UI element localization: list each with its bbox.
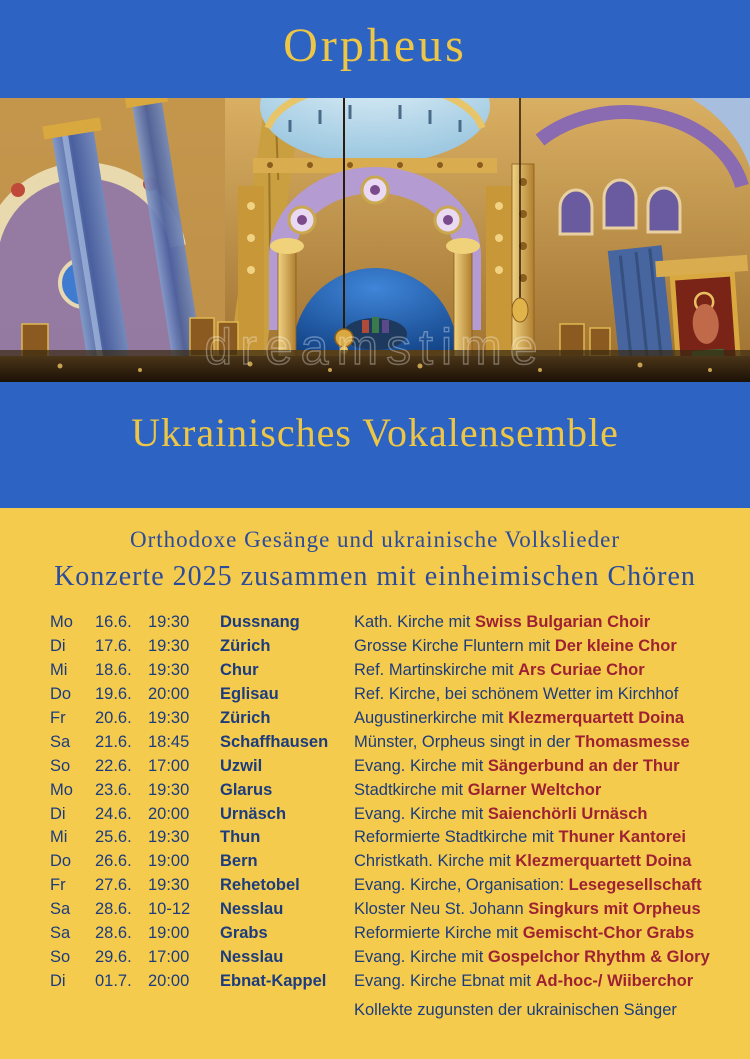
partner-choir-text: Swiss Bulgarian Choir — [475, 613, 651, 631]
concert-day: Di — [50, 804, 66, 823]
venue-text: Evang. Kirche mit — [354, 948, 488, 967]
concert-row — [50, 731, 740, 755]
concert-time: 19:30 — [148, 876, 190, 895]
venue-text: Evang. Kirche mit — [354, 804, 488, 823]
concert-city: Schaffhausen — [220, 732, 329, 751]
concert-description — [354, 803, 740, 827]
concert-city: Zürich — [220, 636, 271, 655]
concert-city: Zürich — [220, 708, 271, 727]
concert-time: 19:30 — [148, 660, 190, 679]
concert-date: 01.7. — [95, 972, 132, 991]
concert-time: 10-12 — [148, 900, 191, 919]
concert-time: 20:00 — [148, 972, 190, 991]
concert-description — [354, 850, 740, 874]
concert-time: 17:00 — [148, 948, 190, 967]
venue-text: Stadtkirche mit — [354, 780, 468, 799]
concert-date: 28.6. — [95, 924, 132, 943]
concert-time: 19:00 — [148, 924, 190, 943]
venue-text: Kath. Kirche mit — [354, 613, 476, 631]
concert-row — [50, 707, 740, 731]
concert-description — [354, 970, 740, 994]
concert-date: 28.6. — [95, 900, 132, 919]
venue-text: Evang. Kirche Ebnat mit — [354, 972, 536, 991]
concert-row — [50, 659, 740, 683]
venue-text: Grosse Kirche Fluntern mit — [354, 636, 555, 655]
concert-city: Glarus — [220, 780, 273, 799]
concert-description — [354, 707, 740, 731]
concert-day: Mo — [50, 780, 73, 799]
concert-time: 19:30 — [148, 613, 190, 631]
concert-city: Uzwil — [220, 756, 263, 775]
ensemble-subtitle: Ukrainisches Vokalensemble — [131, 410, 619, 455]
concert-date: 29.6. — [95, 948, 132, 967]
concert-city: Ebnat-Kappel — [220, 972, 327, 991]
concert-row — [50, 826, 740, 850]
concert-description — [354, 946, 740, 970]
concert-row — [50, 850, 740, 874]
concert-time: 19:30 — [148, 636, 190, 655]
concert-date: 16.6. — [95, 613, 132, 631]
concert-day: Mi — [50, 828, 68, 847]
concert-date: 23.6. — [95, 780, 132, 799]
concert-description — [354, 874, 740, 898]
concert-city: Bern — [220, 852, 258, 871]
concert-time: 20:00 — [148, 804, 190, 823]
concert-row — [50, 683, 740, 707]
concert-date: 22.6. — [95, 756, 132, 775]
concert-day: So — [50, 756, 71, 775]
partner-choir-text: Klezmerquartett Doina — [508, 708, 685, 727]
collection-note: Kollekte zugunsten der ukrainischen Sänger — [354, 1001, 677, 1019]
venue-text: Kloster Neu St. Johann — [354, 900, 529, 919]
concert-row — [50, 779, 740, 803]
partner-choir-text: Ars Curiae Chor — [518, 660, 645, 679]
concert-date: 27.6. — [95, 876, 132, 895]
partner-choir-text: Gemischt-Chor Grabs — [522, 924, 695, 943]
partner-choir-text: Thomasmesse — [575, 732, 690, 751]
concert-day: Fr — [50, 708, 66, 727]
concert-day: Do — [50, 684, 72, 703]
season-heading: Konzerte 2025 zusammen mit einheimischen Chören — [54, 561, 696, 592]
venue-text: Reformierte Kirche mit — [354, 924, 523, 943]
concert-day: Di — [50, 636, 66, 655]
partner-choir-text: Thuner Kantorei — [558, 828, 686, 847]
concert-day: Sa — [50, 900, 71, 919]
concert-row — [50, 635, 740, 659]
concert-city: Nesslau — [220, 900, 284, 919]
concert-time: 18:45 — [148, 732, 190, 751]
concert-row — [50, 898, 740, 922]
concert-day: Di — [50, 972, 66, 991]
venue-text: Reformierte Stadtkirche mit — [354, 828, 559, 847]
concert-date: 17.6. — [95, 636, 132, 655]
concert-time: 19:30 — [148, 708, 190, 727]
church-interior-illustration — [0, 98, 750, 382]
venue-text: Augustinerkirche mit — [354, 708, 509, 727]
venue-text: Evang. Kirche mit — [354, 756, 488, 775]
concert-day: Sa — [50, 732, 71, 751]
concert-description — [354, 826, 740, 850]
concert-date: 18.6. — [95, 660, 132, 679]
partner-choir-text: Klezmerquartett Doina — [515, 852, 692, 871]
partner-choir-text: Gospelchor Rhythm & Glory — [487, 948, 710, 967]
concert-row — [50, 611, 740, 635]
concert-description — [354, 659, 740, 683]
concert-schedule-table — [50, 611, 740, 994]
partner-choir-text: Lesegesellschaft — [568, 876, 702, 895]
concert-row — [50, 755, 740, 779]
concert-description — [354, 635, 740, 659]
concert-city: Urnäsch — [220, 804, 287, 823]
concert-city: Dussnang — [220, 613, 300, 631]
venue-text: Ref. Kirche, bei schönem Wetter im Kirchhof — [354, 684, 679, 703]
concert-row — [50, 803, 740, 827]
concert-row — [50, 970, 740, 994]
concert-time: 19:30 — [148, 828, 190, 847]
concert-date: 19.6. — [95, 684, 132, 703]
concert-time: 19:00 — [148, 852, 190, 871]
concert-city: Rehetobel — [220, 876, 300, 895]
concert-city: Eglisau — [220, 684, 279, 703]
venue-text: Christkath. Kirche mit — [354, 852, 516, 871]
concert-time: 17:00 — [148, 756, 190, 775]
concert-description — [354, 611, 740, 635]
concert-city: Nesslau — [220, 948, 284, 967]
partner-choir-text: Ad-hoc-/ Wiiberchor — [535, 972, 694, 991]
concert-day: Fr — [50, 876, 66, 895]
concert-day: Mo — [50, 613, 73, 631]
venue-text: Münster, Orpheus singt in der — [354, 732, 576, 751]
concert-city: Grabs — [220, 924, 268, 943]
poster-title: Orpheus — [283, 19, 467, 72]
concert-date: 20.6. — [95, 708, 132, 727]
venue-text: Ref. Martinskirche mit — [354, 660, 519, 679]
concert-date: 24.6. — [95, 804, 132, 823]
concert-description — [354, 922, 740, 946]
program-description: Orthodoxe Gesänge und ukrainische Volkslieder — [130, 527, 620, 552]
partner-choir-text: Der kleine Chor — [554, 636, 677, 655]
concert-day: Do — [50, 852, 72, 871]
partner-choir-text: Singkurs mit Orpheus — [528, 900, 701, 919]
concert-time: 19:30 — [148, 780, 190, 799]
concert-day: So — [50, 948, 71, 967]
concert-description — [354, 779, 740, 803]
partner-choir-text: Sängerbund an der Thur — [487, 756, 680, 775]
concert-description — [354, 683, 740, 707]
stock-photo-watermark: dreamstime — [204, 319, 546, 375]
church-photo — [0, 98, 750, 382]
concert-date: 21.6. — [95, 732, 132, 751]
concert-time: 20:00 — [148, 684, 190, 703]
concert-description — [354, 755, 740, 779]
partner-choir-text: Glarner Weltchor — [467, 780, 602, 799]
concert-row — [50, 874, 740, 898]
concert-day: Mi — [50, 660, 68, 679]
concert-description — [354, 731, 740, 755]
concert-date: 26.6. — [95, 852, 132, 871]
concert-city: Thun — [220, 828, 261, 847]
concert-row — [50, 922, 740, 946]
concert-city: Chur — [220, 660, 259, 679]
concert-description — [354, 898, 740, 922]
concert-row — [50, 946, 740, 970]
venue-text: Evang. Kirche, Organisation: — [354, 876, 569, 895]
partner-choir-text: Saienchörli Urnäsch — [487, 804, 648, 823]
concert-day: Sa — [50, 924, 71, 943]
concert-date: 25.6. — [95, 828, 132, 847]
